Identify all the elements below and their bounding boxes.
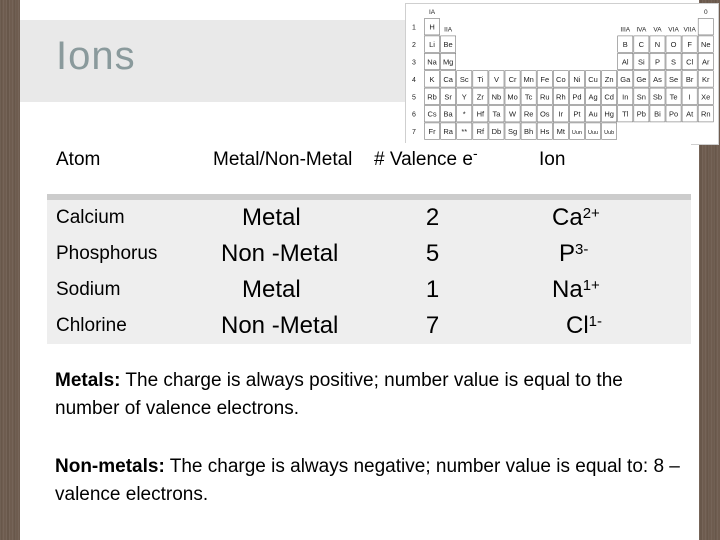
element-symbol: Au xyxy=(588,109,598,119)
table-header-row xyxy=(47,143,691,194)
slide-title: Ions xyxy=(56,34,136,78)
element-symbol: Kr xyxy=(702,74,710,84)
element-symbol: Cs xyxy=(427,109,437,119)
group-label: VA xyxy=(653,26,662,34)
ion-column xyxy=(530,194,691,344)
ion-charge: 2+ xyxy=(582,205,600,222)
ion-symbol: Ca xyxy=(552,204,583,231)
nonmetals-note xyxy=(55,453,690,509)
periodic-table-image xyxy=(405,3,719,145)
element-symbol: Br xyxy=(685,74,694,84)
ions-table xyxy=(47,143,691,344)
element-symbol: Tl xyxy=(622,109,629,119)
valence-chlorine: 7 xyxy=(425,312,440,339)
element-symbol: Hg xyxy=(604,109,614,119)
element-symbol: Pd xyxy=(572,92,582,102)
ion-charge: 3- xyxy=(575,241,589,258)
element-symbol: Hf xyxy=(476,109,485,119)
ion-symbol: Na xyxy=(552,276,583,303)
period-number: 4 xyxy=(412,76,416,84)
element-symbol: Se xyxy=(668,74,679,84)
ion-calcium xyxy=(530,200,691,236)
element-symbol: Cd xyxy=(604,92,614,102)
element-symbol: Sr xyxy=(444,92,452,102)
element-symbol: Ni xyxy=(573,74,581,84)
element-symbol: Na xyxy=(427,57,437,67)
group-label: VIA xyxy=(668,26,679,34)
element-symbol: Y xyxy=(461,92,467,102)
element-symbol: Ta xyxy=(492,109,501,119)
group-label: IVA xyxy=(636,26,647,34)
element-symbol: Cl xyxy=(686,57,694,67)
element-symbol: Ne xyxy=(700,40,711,50)
metals-note xyxy=(55,367,690,423)
element-symbol: Ga xyxy=(620,74,631,84)
element-symbol: Hs xyxy=(540,127,550,137)
element-symbol: In xyxy=(622,92,629,102)
element-symbol: Rb xyxy=(427,92,437,102)
header-ion: Ion xyxy=(530,143,691,194)
period-number: 1 xyxy=(412,24,416,32)
element-symbol: Mn xyxy=(523,74,534,84)
element-symbol: O xyxy=(670,40,677,50)
ion-sodium xyxy=(530,272,691,308)
element-symbol: Ir xyxy=(558,109,564,119)
element-symbol: Sg xyxy=(507,127,518,137)
valence-column xyxy=(365,194,530,344)
atom-phosphorus: Phosphorus xyxy=(56,243,158,264)
element-symbol: Ag xyxy=(588,92,598,102)
header-valence-superscript: - xyxy=(472,145,478,161)
element-symbol: V xyxy=(493,74,499,84)
element-symbol: Re xyxy=(523,109,534,119)
ion-charge: 1- xyxy=(588,313,603,330)
header-atom: Atom xyxy=(47,143,204,194)
element-symbol: Rf xyxy=(476,127,485,137)
header-metal-nonmetal: Metal/Non-Metal xyxy=(204,143,365,194)
element-symbol: Cr xyxy=(508,74,517,84)
element-symbol: Mt xyxy=(556,127,566,137)
element-symbol: Rh xyxy=(556,92,566,102)
element-symbol: Uun xyxy=(571,130,582,137)
ion-phosphorus xyxy=(530,236,691,272)
element-symbol: B xyxy=(622,40,628,50)
ion-symbol: P xyxy=(559,240,576,267)
element-symbol: Pt xyxy=(573,109,581,119)
valence-phosphorus: 5 xyxy=(425,240,440,267)
element-symbol: Uub xyxy=(604,130,615,137)
metals-text: The charge is always positive; number value is equal to the number of valence electrons. xyxy=(55,370,623,419)
metals-label: Metals: xyxy=(55,370,121,391)
metal-nonmetal-column xyxy=(204,194,365,344)
element-symbol: Po xyxy=(668,109,679,119)
element-symbol: Co xyxy=(556,74,566,84)
header-valence-label: # Valence e xyxy=(374,149,473,170)
element-symbol: Ge xyxy=(636,74,647,84)
periodic-table-graphic xyxy=(406,4,718,144)
element-symbol: Db xyxy=(491,127,502,137)
type-sodium: Metal xyxy=(242,276,301,303)
element-symbol: Xe xyxy=(701,92,711,102)
element-symbol: Bh xyxy=(524,127,534,137)
element-symbol: Os xyxy=(539,109,550,119)
element-symbol: Pb xyxy=(636,109,646,119)
element-symbol: At xyxy=(686,109,694,119)
element-symbol: I xyxy=(688,92,691,102)
element-symbol: Ti xyxy=(477,74,484,84)
element-symbol: Rn xyxy=(700,109,711,119)
element-symbol: W xyxy=(509,109,517,119)
element-symbol: * xyxy=(462,109,466,119)
valence-sodium: 1 xyxy=(425,276,440,303)
atom-sodium: Sodium xyxy=(56,279,121,300)
element-symbol: Sb xyxy=(652,92,663,102)
element-symbol: F xyxy=(687,40,692,50)
nonmetals-text: The charge is always negative; number value is equal to: 8 – valence electrons. xyxy=(55,456,680,505)
element-symbol: Si xyxy=(638,57,645,67)
table-data-row xyxy=(47,194,691,344)
element-symbol: K xyxy=(429,74,435,84)
atom-calcium: Calcium xyxy=(56,207,125,228)
group-label: IIA xyxy=(444,26,453,34)
element-symbol: Be xyxy=(443,40,453,50)
element-symbol: Tc xyxy=(524,92,533,102)
element-symbol: Al xyxy=(621,57,629,67)
period-number: 2 xyxy=(412,42,416,50)
element-symbol: Ra xyxy=(443,127,453,137)
element-symbol: Li xyxy=(429,40,435,50)
ion-symbol: Cl xyxy=(566,312,589,339)
atom-column xyxy=(47,194,204,344)
element-symbol: Cu xyxy=(588,74,598,84)
element-symbol: Mg xyxy=(442,57,454,67)
element-symbol: Zn xyxy=(604,74,614,84)
element-symbol: As xyxy=(653,74,662,84)
element-symbol: Ru xyxy=(539,92,550,102)
group-label: IIIA xyxy=(620,26,631,34)
element-symbol: N xyxy=(654,40,661,50)
element-symbol: Fr xyxy=(428,127,436,137)
type-phosphorus: Non -Metal xyxy=(221,240,339,267)
element-symbol: H xyxy=(429,22,435,32)
ion-charge: 1+ xyxy=(582,277,600,294)
element-symbol: Bi xyxy=(654,109,661,119)
type-chlorine: Non -Metal xyxy=(221,312,339,339)
atom-chlorine: Chlorine xyxy=(56,315,127,336)
period-number: 5 xyxy=(412,94,416,102)
element-symbol: Fe xyxy=(540,74,550,84)
nonmetals-label: Non-metals: xyxy=(55,456,165,477)
element-symbol: ** xyxy=(461,127,468,137)
period-number: 3 xyxy=(412,59,416,67)
element-symbol: Mo xyxy=(507,92,518,102)
element-symbol: Sn xyxy=(636,92,646,102)
valence-calcium: 2 xyxy=(425,204,440,231)
type-calcium: Metal xyxy=(242,204,301,231)
element-symbol: Ar xyxy=(702,57,710,67)
header-valence xyxy=(365,143,530,194)
element-symbol: Ca xyxy=(443,74,453,84)
element-symbol: S xyxy=(671,57,677,67)
period-number: 6 xyxy=(412,111,416,119)
element-symbol: Sc xyxy=(459,74,469,84)
group-label: 0 xyxy=(703,9,708,16)
element-symbol: Uuu xyxy=(588,130,599,137)
element-symbol: Zr xyxy=(476,92,484,102)
element-symbol: Ba xyxy=(443,109,453,119)
element-symbol: C xyxy=(638,40,645,50)
element-symbol: Te xyxy=(669,92,678,102)
ion-chlorine xyxy=(530,308,691,344)
group-label: VIIA xyxy=(683,26,696,34)
group-label: IA xyxy=(428,9,436,16)
element-cell xyxy=(698,19,713,35)
period-number: 7 xyxy=(412,129,416,137)
element-symbol: Nb xyxy=(491,92,502,102)
element-symbol: P xyxy=(654,57,660,67)
